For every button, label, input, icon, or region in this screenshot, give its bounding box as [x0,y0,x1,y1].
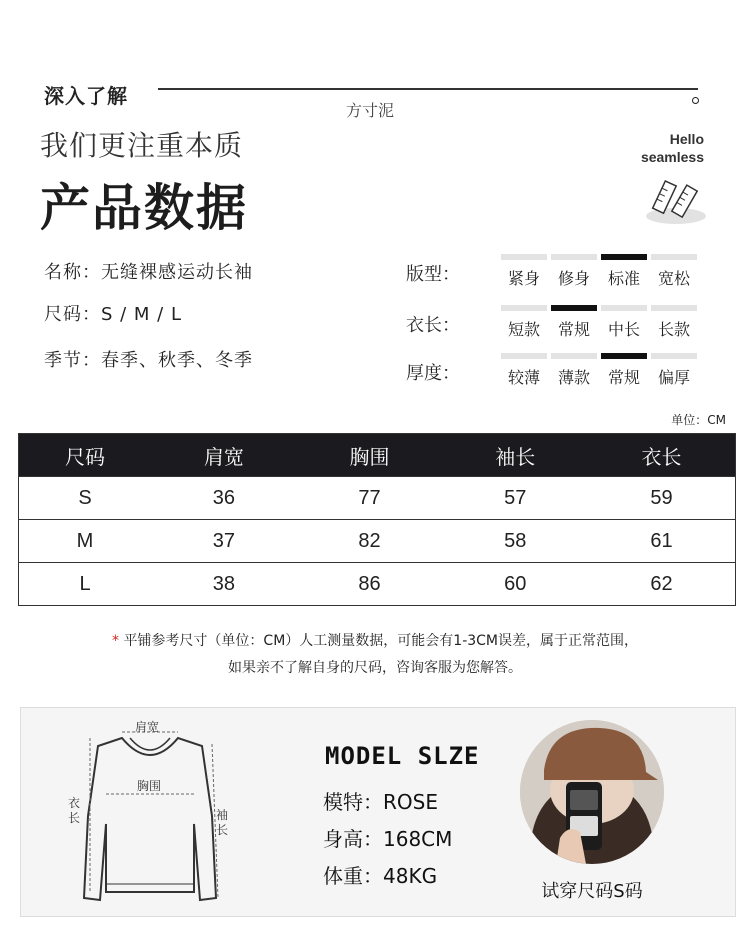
length-label: 衣长： [406,315,460,336]
model-name: 模特：ROSE [323,790,438,814]
length-option [501,305,547,340]
table-cell: 38 [151,563,297,606]
model-size-title: MODEL SLZE [325,742,480,770]
ruler-icon [640,178,710,228]
unit-label: 单位：CM [671,413,726,427]
table-header-row [19,434,736,477]
brand-name: 方寸泥 [346,101,395,120]
column-header: 肩宽 [151,434,297,477]
fit-option [601,254,647,289]
option-label: 紧身 [507,269,540,288]
table-cell: 86 [297,563,443,606]
length-option [551,305,597,340]
option-label: 短款 [507,320,540,339]
table-cell: 61 [588,520,735,563]
option-label: 中长 [607,320,640,339]
product-size: 尺码：S / M / L [44,304,182,325]
table-cell: 62 [588,563,735,606]
thickness-label: 厚度： [406,363,460,384]
option-bar [601,305,647,311]
option-bar [651,353,697,359]
option-bar [651,305,697,311]
size-table [18,433,736,606]
table-cell: 82 [297,520,443,563]
table-cell: M [19,520,152,563]
option-bar [501,305,547,311]
option-bar [551,353,597,359]
length-option [651,305,697,340]
model-photo [520,720,664,864]
option-label: 宽松 [657,269,690,288]
table-cell: L [19,563,152,606]
fit-options [501,254,701,289]
product-name: 名称：无缝裸感运动长袖 [44,262,253,283]
hello-line: Hello [669,131,704,147]
option-label: 修身 [557,269,590,288]
table-cell: 58 [442,520,588,563]
model-photo-image [520,720,664,864]
option-label: 常规 [607,368,640,387]
thickness-option [601,353,647,388]
sleeve-label: 袖长 [216,808,229,837]
note-line-2: 如果亲不了解自身的尺码，咨询客服为您解答。 [228,660,522,676]
page-title: 产品数据 [40,179,248,237]
fit-option [501,254,547,289]
option-label: 标准 [607,269,640,288]
note-line-1: 平铺参考尺寸（单位：CM）人工测量数据，可能会有1-3CM误差，属于正常范围， [123,633,639,649]
thickness-option [501,353,547,388]
option-bar [651,254,697,260]
table-cell: 37 [151,520,297,563]
length-diagram-label: 衣长 [68,796,81,825]
hello-seamless-tag [641,130,704,166]
length-option [601,305,647,340]
option-bar [501,353,547,359]
column-header: 袖长 [442,434,588,477]
table-row [19,477,736,520]
option-bar [601,353,647,359]
option-label: 薄款 [557,368,590,387]
divider-end-dot [692,97,699,104]
option-bar [601,254,647,260]
option-label: 较薄 [507,368,540,387]
model-height: 身高：168CM [323,827,453,851]
column-header: 胸围 [297,434,443,477]
option-label: 偏厚 [657,368,690,387]
option-bar [551,254,597,260]
thickness-option [651,353,697,388]
option-label: 长款 [657,320,690,339]
fit-option [551,254,597,289]
option-bar [551,305,597,311]
column-header: 衣长 [588,434,735,477]
model-weight: 体重：48KG [323,864,438,888]
option-label: 常规 [557,320,590,339]
fit-label: 版型： [406,264,460,285]
fit-option [651,254,697,289]
thickness-option [551,353,597,388]
table-cell: 57 [442,477,588,520]
seamless-line: seamless [640,149,704,165]
page-subtitle: 我们更注重本质 [40,129,244,162]
section-title: 深入了解 [44,84,128,108]
note-asterisk: * [111,633,119,649]
thickness-options [501,353,701,388]
fit-size-caption: 试穿尺码S码 [541,881,643,902]
shoulder-label: 肩宽 [135,720,160,734]
table-cell: 36 [151,477,297,520]
table-cell: 77 [297,477,443,520]
table-cell: 60 [442,563,588,606]
measurement-note [0,630,750,650]
table-cell: 59 [588,477,735,520]
chest-label: 胸围 [137,779,162,793]
table-cell: S [19,477,152,520]
table-row [19,563,736,606]
product-season: 季节：春季、秋季、冬季 [44,350,253,371]
length-options [501,305,701,340]
table-row [19,520,736,563]
option-bar [501,254,547,260]
column-header: 尺码 [19,434,152,477]
header-divider [158,88,698,90]
garment-diagram [60,716,240,911]
